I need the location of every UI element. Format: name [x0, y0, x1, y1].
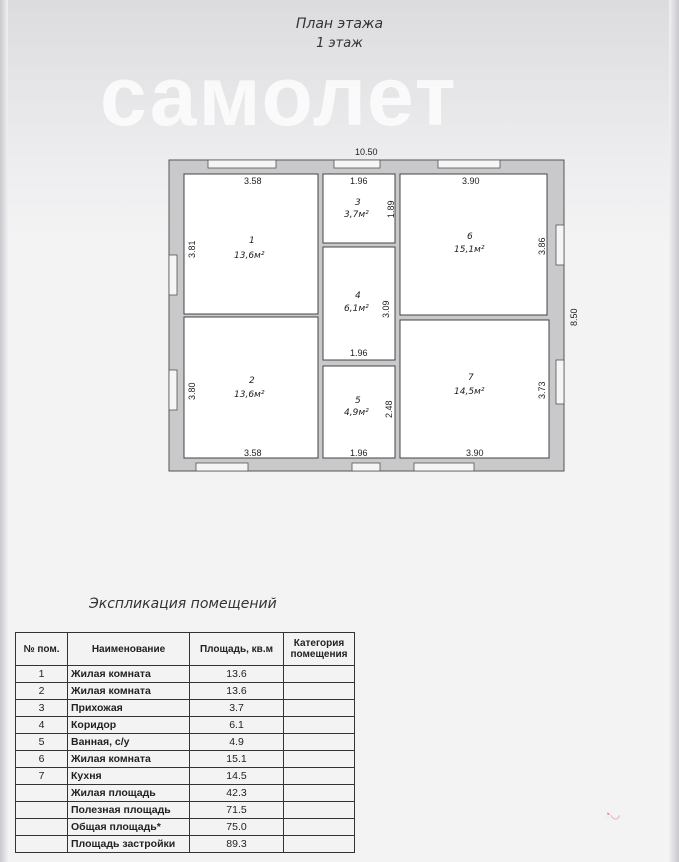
room-1-area: 13,6м² — [234, 251, 265, 261]
row-area: 13.6 — [190, 666, 284, 683]
room-5-width: 1.96 — [350, 448, 368, 458]
window — [556, 360, 564, 404]
room-3-area: 3,7м² — [344, 210, 369, 220]
total-area: 42.3 — [190, 785, 284, 802]
window — [334, 160, 380, 168]
window — [556, 225, 564, 265]
row-number: 5 — [16, 734, 68, 751]
total-row — [16, 819, 355, 836]
room-2-number: 2 — [249, 376, 255, 386]
room-6-number: 6 — [467, 232, 473, 242]
total-name: Площадь застройки — [68, 836, 190, 853]
row-area: 3.7 — [190, 700, 284, 717]
room-1-number: 1 — [249, 236, 255, 246]
room-7-depth: 3.73 — [537, 381, 547, 399]
table-row — [16, 734, 355, 751]
room-2-depth: 3.80 — [187, 382, 197, 400]
row-number: 3 — [16, 700, 68, 717]
row-name: Жилая комната — [68, 751, 190, 768]
total-name: Полезная площадь — [68, 802, 190, 819]
row-number: 4 — [16, 717, 68, 734]
room-7-width: 3.90 — [466, 448, 484, 458]
col-header-area: Площадь, кв.м — [190, 633, 284, 666]
room-1-depth: 3.81 — [187, 240, 197, 258]
row-category — [284, 717, 355, 734]
room-4-depth: 3.09 — [381, 300, 391, 318]
room-6-depth: 3.86 — [537, 237, 547, 255]
room-5-number: 5 — [355, 396, 361, 406]
row-category — [284, 751, 355, 768]
total-area: 71.5 — [190, 802, 284, 819]
window — [169, 255, 177, 295]
table-row — [16, 683, 355, 700]
col-header-category: Категория помещения — [284, 633, 355, 666]
row-area: 6.1 — [190, 717, 284, 734]
room-3-depth: 1.89 — [386, 200, 396, 218]
row-area: 15.1 — [190, 751, 284, 768]
room-7-number: 7 — [468, 373, 474, 383]
explication-table — [15, 632, 355, 853]
row-number: 7 — [16, 768, 68, 785]
room-5-area: 4,9м² — [344, 408, 369, 418]
table-row — [16, 666, 355, 683]
room-2-area: 13,6м² — [234, 390, 265, 400]
table-row — [16, 717, 355, 734]
row-category — [284, 734, 355, 751]
room-5-depth: 2.48 — [384, 400, 394, 418]
table-row — [16, 768, 355, 785]
overall-depth: 8.50 — [569, 308, 579, 326]
row-number: 6 — [16, 751, 68, 768]
room-3-width: 1.96 — [350, 176, 368, 186]
total-area: 75.0 — [190, 819, 284, 836]
row-category — [284, 700, 355, 717]
table-header-row — [16, 633, 355, 666]
window — [438, 160, 500, 168]
corner-watermark-icon: ◔◡ — [604, 809, 621, 821]
table-row — [16, 751, 355, 768]
room-1-width: 3.58 — [244, 176, 262, 186]
room-2 — [184, 317, 318, 458]
room-4-area: 6,1м² — [344, 304, 369, 314]
row-area: 14.5 — [190, 768, 284, 785]
col-header-number: № пом. — [16, 633, 68, 666]
row-name: Жилая комната — [68, 683, 190, 700]
room-4-width: 1.96 — [350, 348, 368, 358]
row-name: Кухня — [68, 768, 190, 785]
total-row — [16, 836, 355, 853]
row-category — [284, 768, 355, 785]
total-name: Жилая площадь — [68, 785, 190, 802]
room-6-area: 15,1м² — [454, 245, 485, 255]
plan-title: План этажа — [295, 16, 384, 32]
col-header-name: Наименование — [68, 633, 190, 666]
floor-label: 1 этаж — [316, 36, 363, 51]
window — [196, 463, 248, 471]
room-6-width: 3.90 — [462, 176, 480, 186]
room-7-area: 14,5м² — [454, 387, 485, 397]
total-row — [16, 785, 355, 802]
window — [169, 370, 177, 410]
row-area: 4.9 — [190, 734, 284, 751]
row-area: 13.6 — [190, 683, 284, 700]
total-name: Общая площадь* — [68, 819, 190, 836]
row-name: Жилая комната — [68, 666, 190, 683]
entrance-door — [352, 463, 380, 471]
room-3-number: 3 — [355, 198, 361, 208]
row-name: Ванная, с/у — [68, 734, 190, 751]
row-name: Коридор — [68, 717, 190, 734]
window — [208, 160, 276, 168]
room-4-number: 4 — [355, 291, 361, 301]
window — [414, 463, 474, 471]
row-category — [284, 683, 355, 700]
row-number: 1 — [16, 666, 68, 683]
row-category — [284, 666, 355, 683]
total-row — [16, 802, 355, 819]
total-area: 89.3 — [190, 836, 284, 853]
watermark-logo: самолет — [100, 49, 458, 143]
explication-title: Экспликация помещений — [89, 596, 277, 612]
row-number: 2 — [16, 683, 68, 700]
table-row — [16, 700, 355, 717]
row-name: Прихожая — [68, 700, 190, 717]
room-2-width: 3.58 — [244, 448, 262, 458]
overall-width: 10.50 — [355, 147, 378, 157]
